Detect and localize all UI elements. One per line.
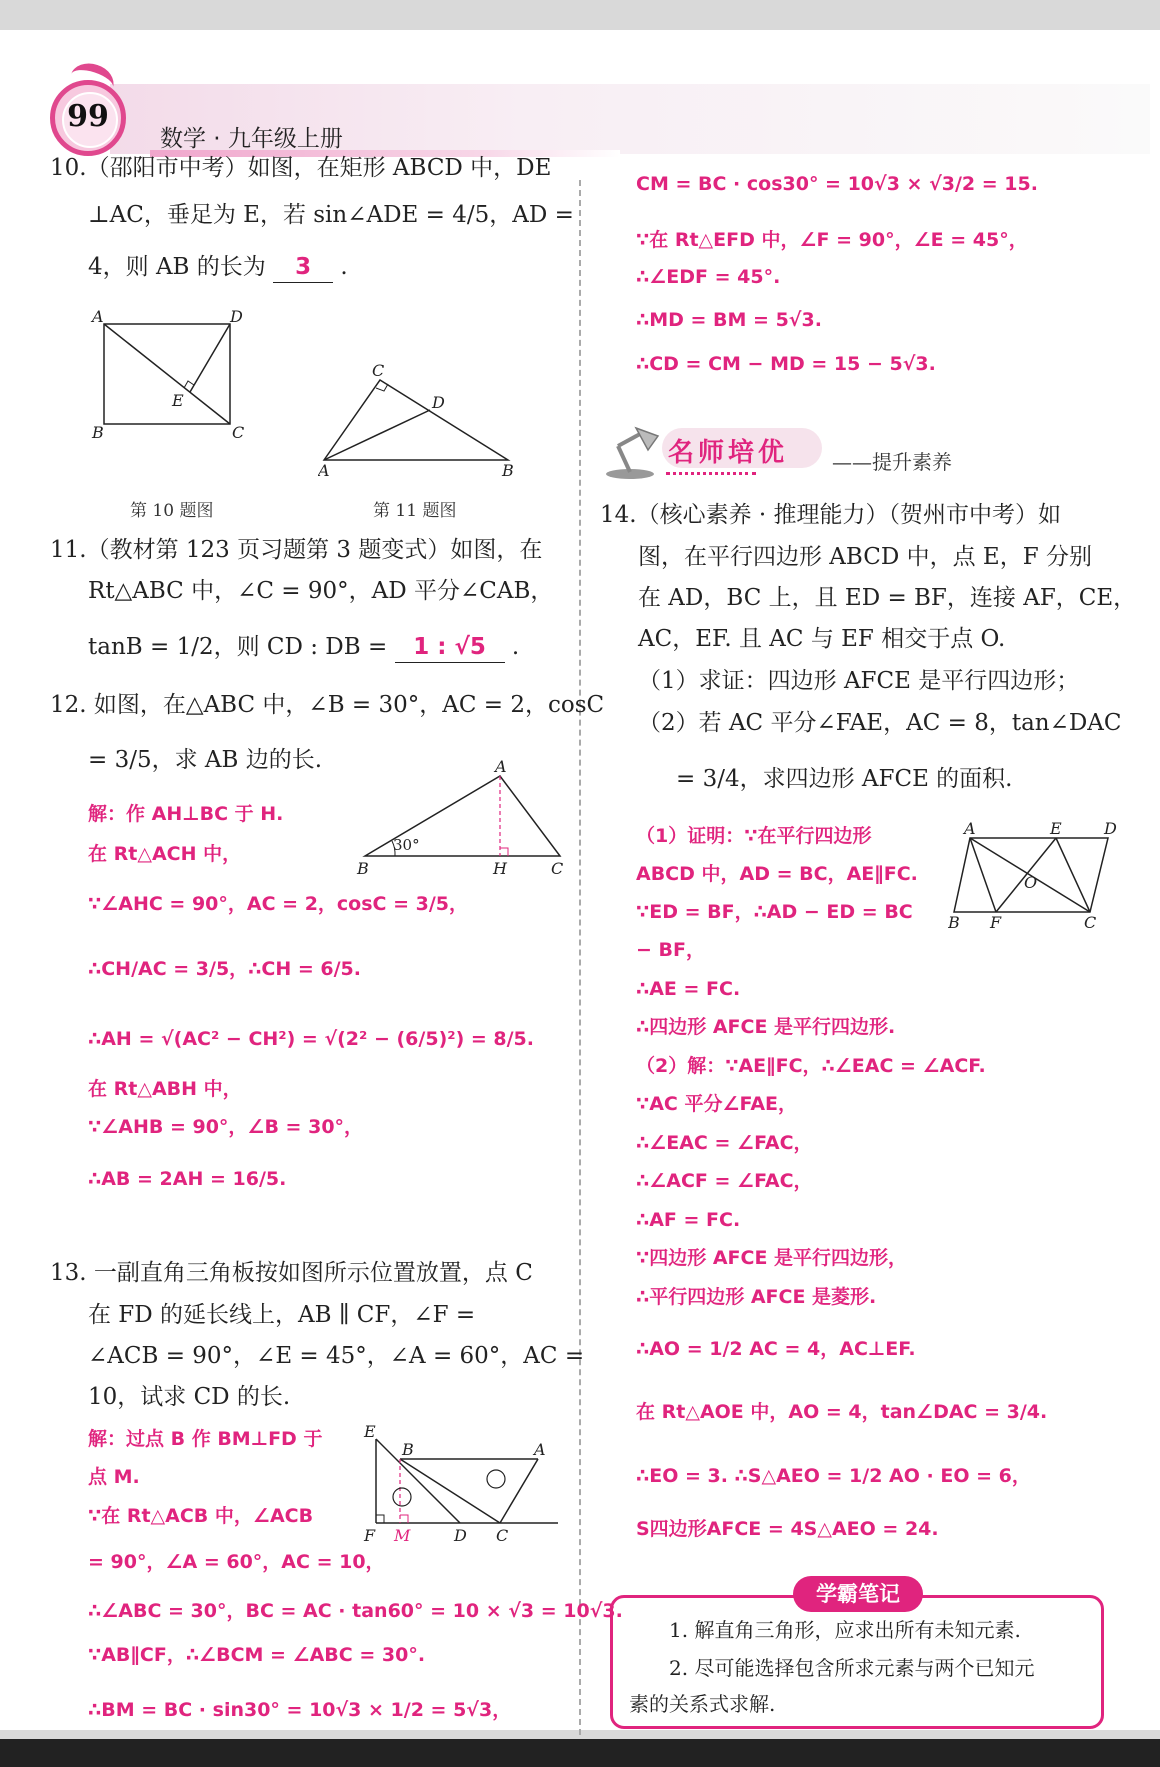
q14-line-7: = 3/4，求四边形 AFCE 的面积. bbox=[676, 766, 1013, 792]
q12-label-h: H bbox=[493, 859, 507, 878]
q12-right-angle-mark bbox=[500, 848, 508, 856]
q13-label-a: A bbox=[534, 1440, 546, 1459]
q13-line-2: 在 FD 的延长线上，AB ∥ CF，∠F = bbox=[88, 1302, 476, 1328]
q10-line-2: ⊥AC，垂足为 E，若 sin∠ADE = 4/5，AD = bbox=[88, 202, 574, 228]
q13-label-f: F bbox=[364, 1526, 376, 1545]
q14-solution-8: ∵AC 平分∠FAE， bbox=[636, 1093, 797, 1115]
q13-label-d: D bbox=[454, 1526, 467, 1545]
q13-solution-4: = 90°，∠A = 60°，AC = 10， bbox=[88, 1551, 385, 1573]
q10-line-3-suffix: . bbox=[340, 254, 348, 280]
q13-solution-12: ∴CD = CM − MD = 15 − 5√3. bbox=[636, 353, 936, 375]
q11-label-c: C bbox=[372, 361, 385, 380]
q12-label-b: B bbox=[357, 859, 369, 878]
q13-label-c: C bbox=[496, 1526, 509, 1545]
q12-solution-6: 在 Rt△ABH 中， bbox=[88, 1078, 242, 1100]
q14-label-f: F bbox=[990, 913, 1002, 930]
q14-label-a: A bbox=[964, 820, 976, 838]
q11-figure bbox=[318, 360, 518, 480]
q13-right-angle-mark-m bbox=[400, 1515, 408, 1523]
q14-solution-16: ∴EO = 3. ∴S△AEO = 1/2 AO · EO = 6， bbox=[636, 1465, 1031, 1487]
q13-label-e: E bbox=[364, 1425, 376, 1441]
q14-line-3: 在 AD，BC 上，且 ED = BF，连接 AF，CE， bbox=[638, 585, 1137, 611]
q10-label-a: A bbox=[92, 310, 104, 326]
q13-label-b: B bbox=[402, 1440, 414, 1459]
study-notes-box bbox=[610, 1582, 1104, 1729]
q11-label-d: D bbox=[432, 393, 445, 412]
q10-answer: 3 bbox=[273, 252, 333, 283]
q13-segment-ed bbox=[376, 1439, 460, 1523]
q14-segment-af bbox=[970, 838, 996, 912]
q12-label-30deg: 30° bbox=[393, 836, 420, 854]
lamp-icon bbox=[600, 424, 664, 480]
q11-line-3-suffix: . bbox=[511, 634, 520, 660]
q14-solution-5: ∴AE = FC. bbox=[636, 978, 741, 1000]
study-note-1: 1. 解直角三角形，应求出所有未知元素. bbox=[669, 1618, 1021, 1642]
q12-line-2: = 3/5，求 AB 边的长. bbox=[88, 747, 323, 773]
column-divider bbox=[579, 180, 581, 1735]
q11-line-3-prefix: tanB = 1/2，则 CD : DB = bbox=[88, 634, 388, 660]
study-notes-title: 学霸笔记 bbox=[793, 1576, 923, 1612]
q12-solution-5: ∴AH = √(AC² − CH²) = √(2² − (6/5)²) = 8/5. bbox=[88, 1028, 534, 1050]
q13-solution-3: ∵在 Rt△ACB 中，∠ACB bbox=[88, 1505, 314, 1527]
q13-solution-10: ∴∠EDF = 45°. bbox=[636, 266, 781, 288]
q13-right-angle-mark-f bbox=[376, 1515, 384, 1523]
q11-triangle bbox=[324, 380, 508, 460]
q14-solution-3: ∵ED = BF，∴AD − ED = BC bbox=[636, 901, 913, 923]
q12-label-a: A bbox=[495, 758, 507, 776]
q12-solution-2: 在 Rt△ACH 中， bbox=[88, 843, 242, 865]
q14-solution-9: ∴∠EAC = ∠FAC， bbox=[636, 1132, 813, 1154]
q10-segment-de bbox=[190, 324, 230, 392]
page bbox=[0, 30, 1160, 1730]
q14-solution-11: ∴AF = FC. bbox=[636, 1209, 741, 1231]
q13-triangle-hole-1 bbox=[393, 1488, 411, 1506]
q14-solution-7: （2）解：∵AE∥FC，∴∠EAC = ∠ACF. bbox=[636, 1055, 986, 1077]
q14-solution-1: （1）证明：∵在平行四边形 bbox=[636, 825, 872, 847]
q12-label-c: C bbox=[551, 859, 564, 878]
q13-triangle-hole-2 bbox=[487, 1470, 505, 1488]
q11-line-2: Rt△ABC 中，∠C = 90°，AD 平分∠CAB， bbox=[88, 578, 554, 604]
q10-line-1: 10.（邵阳市中考）如图，在矩形 ABCD 中，DE bbox=[50, 155, 552, 181]
q11-right-angle-mark bbox=[376, 384, 388, 391]
q10-label-b: B bbox=[92, 423, 104, 440]
q13-segment-ac bbox=[500, 1459, 538, 1523]
q10-line-3-prefix: 4，则 AB 的长为 bbox=[88, 254, 266, 280]
q11-caption: 第 11 题图 bbox=[373, 501, 457, 521]
q12-solution-1: 解：作 AH⊥BC 于 H. bbox=[88, 803, 284, 825]
q11-answer: 1 : √5 bbox=[395, 632, 505, 663]
banner-subtitle: ——提升素养 bbox=[832, 450, 952, 474]
q13-solution-6: ∵AB∥CF，∴∠BCM = ∠ABC = 30°. bbox=[88, 1644, 426, 1666]
q14-solution-4: − BF， bbox=[636, 939, 705, 961]
section-banner bbox=[600, 422, 990, 484]
q14-solution-6: ∴四边形 AFCE 是平行四边形. bbox=[636, 1016, 896, 1038]
q13-solution-5: ∴∠ABC = 30°，BC = AC · tan60° = 10 × √3 = 10√3. bbox=[88, 1600, 623, 1622]
q14-label-c: C bbox=[1084, 913, 1097, 930]
q11-bisector-ad bbox=[324, 410, 430, 460]
q13-solution-1: 解：过点 B 作 BM⊥FD 于 bbox=[88, 1428, 323, 1450]
q14-line-6: （2）若 AC 平分∠FAE，AC = 8，tan∠DAC bbox=[638, 710, 1122, 736]
bottom-bar bbox=[0, 1739, 1160, 1767]
q11-label-b: B bbox=[502, 461, 514, 480]
page-number-badge bbox=[50, 80, 126, 156]
study-note-2: 2. 尽可能选择包含所求元素与两个已知元 bbox=[669, 1656, 1035, 1680]
q13-solution-2: 点 M. bbox=[88, 1466, 140, 1488]
q13-solution-7: ∴BM = BC · sin30° = 10√3 × 1/2 = 5√3， bbox=[88, 1699, 512, 1721]
q14-line-2: 图，在平行四边形 ABCD 中，点 E，F 分别 bbox=[638, 544, 1092, 570]
q14-label-b: B bbox=[948, 913, 960, 930]
q10-figure bbox=[90, 310, 260, 440]
q10-label-d: D bbox=[230, 310, 243, 326]
q14-label-d: D bbox=[1104, 820, 1117, 838]
q13-figure bbox=[358, 1425, 563, 1545]
book-title: 数学 · 九年级上册 bbox=[160, 126, 343, 152]
q13-line-3: ∠ACB = 90°，∠E = 45°，∠A = 60°，AC = bbox=[88, 1343, 585, 1369]
q11-line-1: 11.（教材第 123 页习题第 3 题变式）如图，在 bbox=[50, 537, 543, 563]
q11-line-3 bbox=[88, 632, 519, 663]
q14-solution-13: ∴平行四边形 AFCE 是菱形. bbox=[636, 1286, 877, 1308]
q14-label-e: E bbox=[1050, 820, 1062, 838]
q14-solution-15: 在 Rt△AOE 中，AO = 4，tan∠DAC = 3/4. bbox=[636, 1401, 1048, 1423]
q13-label-m: M bbox=[394, 1526, 411, 1545]
banner-title: 名师培优 bbox=[668, 438, 789, 468]
q11-label-a: A bbox=[318, 461, 330, 480]
q10-caption: 第 10 题图 bbox=[130, 501, 214, 521]
q10-diagonal-ac bbox=[104, 324, 230, 424]
q12-figure bbox=[355, 758, 565, 878]
q10-label-c: C bbox=[232, 423, 245, 440]
q12-solution-8: ∴AB = 2AH = 16/5. bbox=[88, 1168, 287, 1190]
q14-solution-10: ∴∠ACF = ∠FAC， bbox=[636, 1170, 813, 1192]
q13-solution-11: ∴MD = BM = 5√3. bbox=[636, 309, 822, 331]
q14-solution-12: ∵四边形 AFCE 是平行四边形， bbox=[636, 1247, 908, 1269]
q12-solution-7: ∵∠AHB = 90°，∠B = 30°， bbox=[88, 1116, 364, 1138]
q13-line-1: 13. 一副直角三角板按如图所示位置放置，点 C bbox=[50, 1260, 533, 1286]
page-header bbox=[40, 50, 1110, 155]
q12-solution-3: ∵∠AHC = 90°，AC = 2，cosC = 3/5， bbox=[88, 893, 469, 915]
q14-solution-14: ∴AO = 1/2 AC = 4，AC⊥EF. bbox=[636, 1338, 916, 1360]
q13-solution-8: CM = BC · cos30° = 10√3 × √3/2 = 15. bbox=[636, 173, 1038, 195]
q13-line-4: 10，试求 CD 的长. bbox=[88, 1384, 291, 1410]
q14-figure bbox=[948, 820, 1118, 930]
study-note-3: 素的关系式求解. bbox=[629, 1692, 776, 1716]
q10-label-e: E bbox=[172, 391, 184, 410]
q14-solution-2: ABCD 中，AD = BC，AE∥FC. bbox=[636, 863, 918, 885]
page-number: 99 bbox=[67, 99, 109, 134]
q13-solution-9: ∵在 Rt△EFD 中，∠F = 90°，∠E = 45°， bbox=[636, 229, 1028, 251]
q14-line-1: 14.（核心素养 · 推理能力）（贺州市中考）如 bbox=[600, 502, 1062, 528]
q14-label-o: O bbox=[1024, 873, 1038, 892]
q14-line-5: （1）求证：四边形 AFCE 是平行四边形； bbox=[638, 668, 1080, 694]
banner-dots bbox=[666, 472, 756, 475]
q12-line-1: 12. 如图，在△ABC 中，∠B = 30°，AC = 2，cosC bbox=[50, 692, 605, 718]
q14-solution-17: S四边形AFCE = 4S△AEO = 24. bbox=[636, 1518, 939, 1540]
q14-line-4: AC，EF. 且 AC 与 EF 相交于点 O. bbox=[638, 626, 1006, 652]
q10-line-3 bbox=[88, 252, 348, 283]
q12-solution-4: ∴CH/AC = 3/5，∴CH = 6/5. bbox=[88, 958, 361, 980]
